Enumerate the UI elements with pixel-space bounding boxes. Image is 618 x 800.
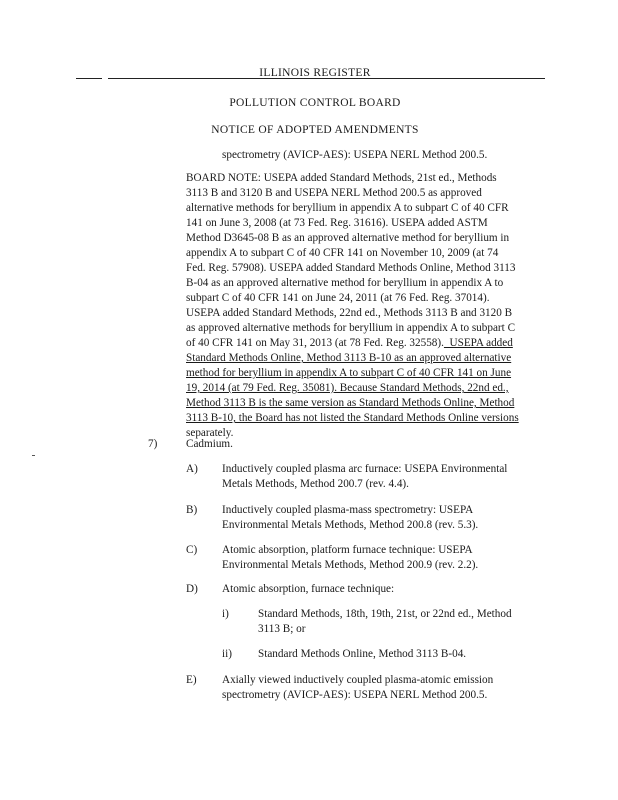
note-line: B-04 as an approved alternative method for beryllium in appendix A to: [186, 277, 504, 289]
entry-text: [222, 503, 478, 533]
note-line-mixed: [186, 336, 546, 351]
entry-line: Inductively coupled plasma-mass spectrometry: USEPA: [222, 504, 474, 516]
continuation-text: spectrometry (AVICP-AES): USEPA NERL Method 200.5.: [222, 149, 488, 161]
note-line: USEPA added Standard Methods, 22nd ed., Methods 3113 B and 3120 B: [186, 307, 513, 319]
note-line: subpart C of 40 CFR 141 on June 24, 2011 (at 76 Fed. Reg. 37014).: [186, 292, 490, 304]
note-added-line: 3113 B-10, the Board has not listed the Standard Methods Online versions: [186, 412, 519, 424]
note-line: 141 on June 3, 2008 (at 73 Fed. Reg. 31616). USEPA added ASTM: [186, 217, 488, 229]
entry-label: B): [186, 504, 198, 516]
entry-line: Environmental Metals Methods, Method 200.8 (rev. 5.3).: [222, 519, 479, 531]
entry-line: Atomic absorption, platform furnace technique: USEPA: [222, 544, 473, 556]
entry-line: Metals Methods, Method 200.7 (rev. 4.4).: [222, 478, 409, 490]
entry-label: E): [186, 674, 197, 686]
note-line: Fed. Reg. 57908). USEPA added Standard Methods Online, Method 3113: [186, 262, 516, 274]
entry-line: Atomic absorption, furnace technique:: [222, 583, 395, 595]
subentry-line: 3113 B; or: [258, 623, 306, 635]
entry-label: D): [186, 583, 198, 595]
entry-label: C): [186, 544, 198, 556]
register-title: ILLINOIS REGISTER: [259, 67, 371, 79]
subentry-line: Standard Methods, 18th, 19th, 21st, or 22nd ed., Method: [258, 608, 512, 620]
note-line: separately.: [186, 427, 234, 439]
note-line: BOARD NOTE: USEPA added Standard Methods, 21st ed., Methods: [186, 172, 497, 184]
note-plain-part: of 40 CFR 141 on May 31, 2013 (at 78 Fed. Reg. 32558).: [186, 337, 444, 349]
note-added-line: 19, 2014 (at 79 Fed. Reg. 35081). Because Standard Methods, 22nd ed.,: [186, 382, 509, 394]
entry-label: A): [186, 463, 198, 475]
subentry-label: ii): [222, 648, 232, 660]
entry-text: [222, 673, 493, 703]
note-line: alternative methods for beryllium in appendix A to subpart C of 40 CFR: [186, 202, 509, 214]
board-note: [186, 171, 546, 441]
note-line: as approved alternative methods for beryllium in appendix A to subpart C: [186, 322, 516, 334]
item-number: 7): [148, 438, 158, 450]
entry-text: [222, 582, 394, 597]
margin-mark: [32, 455, 35, 456]
subentry-text: [258, 647, 466, 662]
entry-line: spectrometry (AVICP-AES): USEPA NERL Method 200.5.: [222, 689, 488, 701]
note-added-part: USEPA added: [443, 337, 513, 349]
note-line: Method D3645-08 B as an approved alternative method for beryllium in: [186, 232, 510, 244]
note-added-line: method for beryllium in appendix A to subpart C of 40 CFR 141 on June: [186, 367, 512, 379]
entry-line: Inductively coupled plasma arc furnace: USEPA Environmental: [222, 463, 508, 475]
entry-text: [222, 462, 507, 492]
note-line: appendix A to subpart C of 40 CFR 141 on November 10, 2009 (at 74: [186, 247, 499, 259]
subentry-text: [258, 607, 512, 637]
note-added-line: Standard Methods Online, Method 3113 B-10 as an approved alternative: [186, 352, 512, 364]
note-added-line: Method 3113 B is the same version as Standard Methods Online, Method: [186, 397, 515, 409]
subentry-label: i): [222, 608, 229, 620]
note-line: 3113 B and 3120 B and USEPA NERL Method 200.5 as approved: [186, 187, 482, 199]
board-title: POLLUTION CONTROL BOARD: [229, 97, 401, 109]
entry-text: [222, 543, 478, 573]
entry-line: Environmental Metals Methods, Method 200.9 (rev. 2.2).: [222, 559, 479, 571]
item-title: Cadmium.: [186, 438, 233, 450]
subentry-line: Standard Methods Online, Method 3113 B-04.: [258, 648, 467, 660]
entry-line: Axially viewed inductively coupled plasma-atomic emission: [222, 674, 494, 686]
notice-title: NOTICE OF ADOPTED AMENDMENTS: [211, 124, 419, 136]
